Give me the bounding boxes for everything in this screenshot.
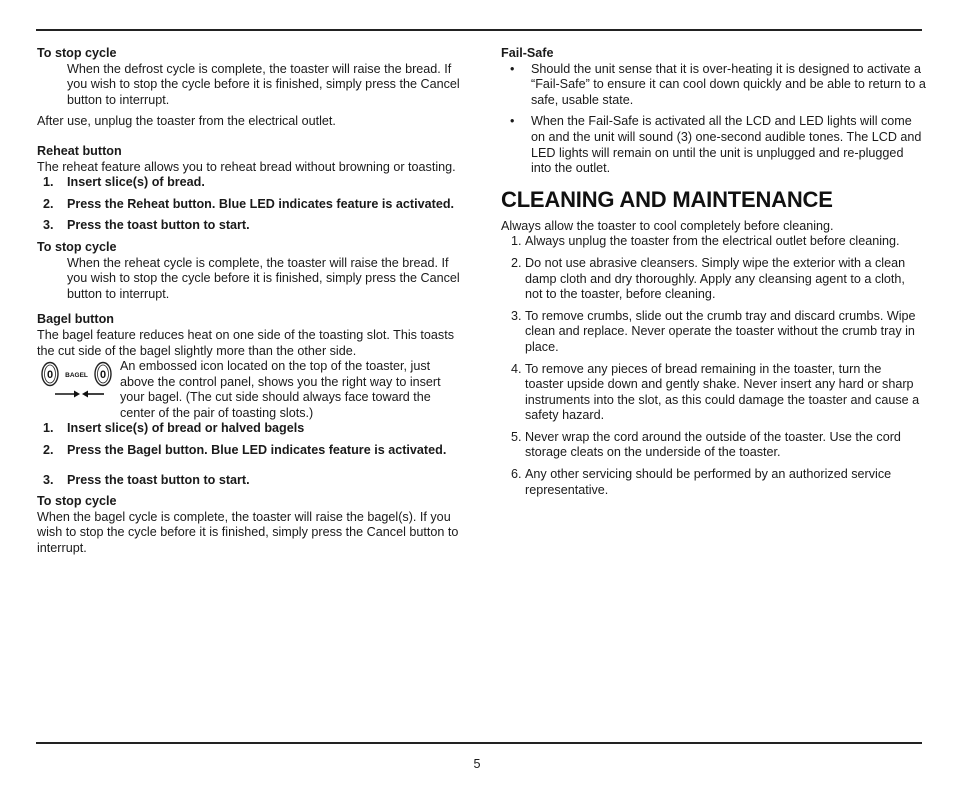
stop-cycle-defrost-text: When the defrost cycle is complete, the toaster will raise the bread. If you wish to stop the cycle before it is finished, simply press the Cancel button to interrupt. xyxy=(67,61,460,107)
bagel-step: 3. Press the toast button to start. xyxy=(43,472,250,487)
stop-cycle-bagel-text: When the bagel cycle is complete, the toaster will raise the bagel(s). If you wish to stop the cycle before it is finished, simply press the Cancel button to interrupt. xyxy=(37,509,459,556)
bagel-steps xyxy=(37,421,462,488)
cleaning-step: 1. Always unplug the toaster from the electrical outlet before cleaning. xyxy=(511,234,900,249)
stop-cycle-heading-reheat: To stop cycle xyxy=(37,239,117,254)
reheat-description: The reheat feature allows you to reheat bread without browning or toasting. xyxy=(37,159,456,174)
stop-cycle-reheat-text: When the reheat cycle is complete, the toaster will raise the bread. If you wish to stop the cycle before it is finished, simply press the Cancel button to interrupt. xyxy=(67,255,460,301)
bagel-description: The bagel feature reduces heat on one side of the toasting slot. This toasts the cut side of the bagel slightly more than the other side. xyxy=(37,327,455,358)
bottom-rule xyxy=(36,742,922,744)
failsafe-heading: Fail-Safe xyxy=(501,46,554,60)
bagel-icon-description: An embossed icon located on the top of the toaster, just above the control panel, shows you the right way to insert your bagel. (The cut side should always face toward the center of the pair of toasting slots.) xyxy=(120,359,441,420)
reheat-step: 1. Insert slice(s) of bread. xyxy=(43,175,205,190)
svg-text:0: 0 xyxy=(46,369,54,382)
top-rule xyxy=(36,29,922,31)
bagel-heading: Bagel button xyxy=(37,312,114,327)
cleaning-step: 3. To remove crumbs, slide out the crumb tray and discard crumbs. Wipe clean and replace. Never operate the toaster without the crumb tray in place. xyxy=(511,308,916,354)
reheat-step: 2. Press the Reheat button. Blue LED indicates feature is activated. xyxy=(43,196,455,211)
bagel-icon-label: BAGEL xyxy=(65,372,88,380)
cleaning-step: 6. Any other servicing should be performed by an authorized service representative. xyxy=(511,467,892,497)
stop-cycle-heading-defrost: To stop cycle xyxy=(37,46,117,60)
failsafe-list xyxy=(501,62,926,177)
bagel-step: 1. Insert slice(s) of bread or halved bagels xyxy=(43,421,305,436)
stop-cycle-heading-bagel: To stop cycle xyxy=(37,494,117,509)
reheat-step: 3. Press the toast button to start. xyxy=(43,218,250,233)
left-column xyxy=(37,46,462,557)
bagel-slot-icon xyxy=(40,361,118,401)
after-use-text: After use, unplug the toaster from the electrical outlet. xyxy=(37,114,336,129)
cleaning-title: CLEANING AND MAINTENANCE xyxy=(501,186,833,212)
reheat-steps xyxy=(37,175,462,234)
cleaning-step: 2. Do not use abrasive cleansers. Simply wipe the exterior with a clean damp cloth and dry thoroughly. Apply any cleansing agent to a cloth, not to the toaster, before cleaning. xyxy=(511,255,906,302)
cleaning-steps xyxy=(501,234,926,498)
bagel-icon-block xyxy=(37,359,462,421)
page-number: 5 xyxy=(473,757,481,771)
cleaning-intro: Always allow the toaster to cool completely before cleaning. xyxy=(501,218,834,233)
bagel-step: 2. Press the Bagel button. Blue LED indicates feature is activated. xyxy=(43,443,447,458)
cleaning-step: 4. To remove any pieces of bread remaining in the toaster, turn the toaster upside down and gently shake. Never insert any hard or sharp instruments into the slot, as this could damage the toaster and cause a safety hazard. xyxy=(511,361,920,423)
reheat-heading: Reheat button xyxy=(37,143,122,158)
cleaning-step: 5. Never wrap the cord around the outside of the toaster. Use the cord storage cleats on the underside of the toaster. xyxy=(511,429,901,460)
failsafe-bullet: • Should the unit sense that it is over-heating it is designed to activate a “Fail-Safe” to ensure it can cool down quickly and be able to return to a safe, usable state. xyxy=(510,61,926,107)
right-column xyxy=(501,46,926,498)
failsafe-bullet: • When the Fail-Safe is activated all the LCD and LED lights will come on and the unit will sound (3) one-second audible tones. The LCD and LED lights will remain on until the unit is unplugged and re-plugged into the outlet. xyxy=(510,114,922,176)
svg-text:0: 0 xyxy=(99,369,107,382)
